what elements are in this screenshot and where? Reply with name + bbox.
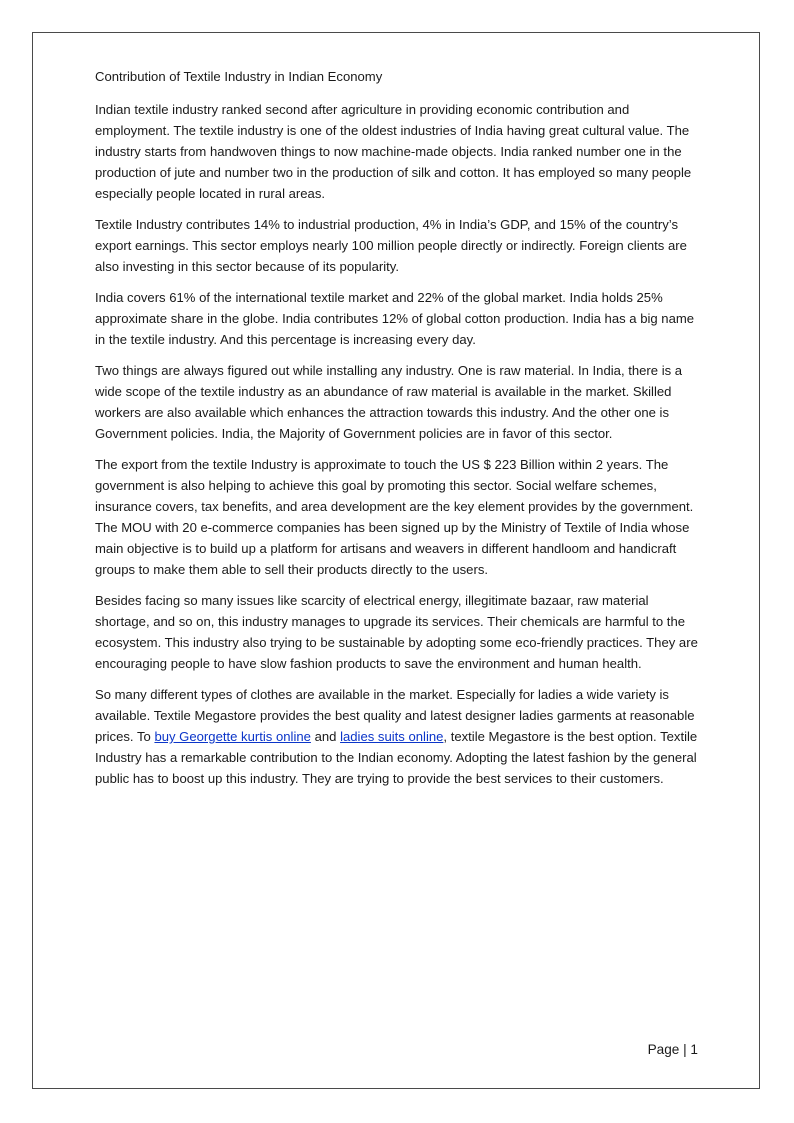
paragraph-1: Indian textile industry ranked second after agriculture in providing economic contribution and employment. The textile industry is one of the oldest industries of India having great cultural value. The industry starts from handwoven things to now machine-made objects. India ranked number one in the production of jute and number two in the production of silk and cotton. It has employed so many people especially people located in rural areas. (95, 102, 692, 201)
paragraph-3: India covers 61% of the international textile market and 22% of the global market. India holds 25% approximate share in the globe. India contributes 12% of global cotton production. India has a big name in the textile industry. And this percentage is increasing every day. (95, 290, 695, 347)
page-number: Page | 1 (647, 1042, 698, 1057)
paragraph-6: Besides facing so many issues like scarcity of electrical energy, illegitimate bazaar, raw material shortage, and so on, this industry manages to upgrade its services. Their chemicals are harmful to the ecosystem. This industry also trying to be sustainable by adopting some eco-friendly practices. They are encouraging people to have slow fashion products to save the environment and human health. (95, 593, 698, 671)
paragraph-7-text-1: So many different types of clothes are available in the market. Especially for ladies a wide variety is available. Textile Megastore provides the best quality and latest designer ladies garments at reasonable prices. To (95, 687, 695, 744)
paragraph-2: Textile Industry contributes 14% to industrial production, 4% in India’s GDP, and 15% of the country’s export earnings. This sector employs nearly 100 million people directly or indirectly. Foreign clients are also investing in this sector because of its popularity. (95, 217, 687, 274)
paragraph-7-text-2: and (310, 729, 341, 744)
paragraph-7 (95, 684, 701, 789)
paragraph-7-text-3: , textile Megastore is the best option. Textile Industry has a remarkable contribution to the Indian economy. Adopting the latest fashion by the general public has to boost up this industry. They are trying to provide the best services to their customers. (95, 729, 698, 786)
document-title: Contribution of Textile Industry in Indian Economy (95, 69, 383, 84)
document-body (95, 66, 701, 799)
ladies-suits-link[interactable]: ladies suits online (340, 729, 444, 744)
paragraph-5: The export from the textile Industry is approximate to touch the US $ 223 Billion within 2 years. The government is also helping to achieve this goal by promoting this sector. Social welfare schemes, insurance covers, tax benefits, and area development are the key element provides by the government. The MOU with 20 e-commerce companies has been signed up by the Ministry of Textile of India whose main objective is to build up a platform for artisans and weavers in different handloom and handicraft groups to make them able to sell their products directly to the users. (95, 457, 694, 577)
paragraph-4: Two things are always figured out while installing any industry. One is raw material. In India, there is a wide scope of the textile industry as an abundance of raw material is available in the market. Skilled workers are also available which enhances the attraction towards this industry. And the other one is Government policies. India, the Majority of Government policies are in favor of this sector. (95, 363, 683, 441)
georgette-kurtis-link[interactable]: buy Georgette kurtis online (154, 729, 311, 744)
